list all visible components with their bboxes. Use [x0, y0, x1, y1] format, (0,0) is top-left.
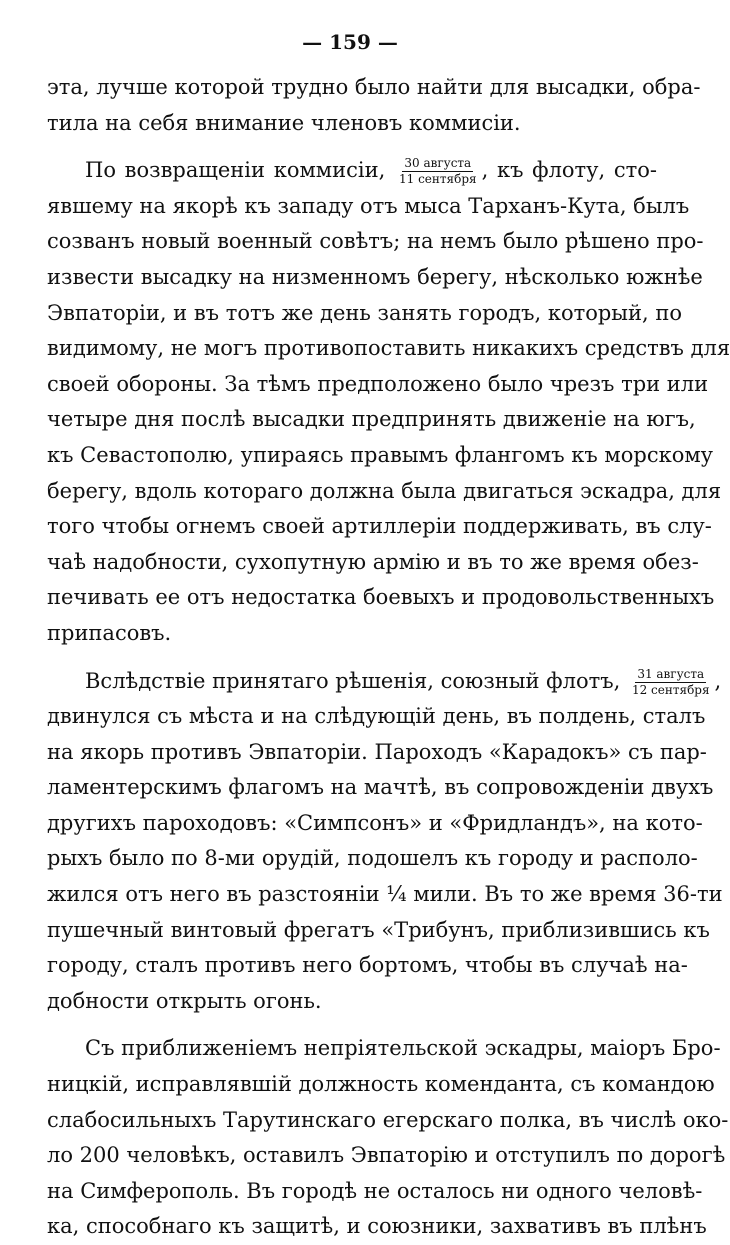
- text-line: созванъ новый военный совѣтъ; на немъ было рѣшено про-: [47, 229, 704, 254]
- text-line: тила на себя внимание членовъ коммисіи.: [47, 110, 521, 135]
- date-fraction: [397, 157, 479, 186]
- text-line: ка, способнаго къ защитѣ, и союзники, захвативъ въ плѣнъ: [47, 1214, 707, 1239]
- text-line: Эвпаторіи, и въ тотъ же день занять городъ, который, по: [47, 300, 682, 325]
- text-line: своей обороны. За тѣмъ предположено было чрезъ три или: [47, 371, 709, 396]
- text-line: Съ приближеніемъ непріятельской эскадры, маіоръ Бро-: [85, 1036, 721, 1061]
- line-text: Вслѣдствіе принятаго рѣшенія, союзный флотъ,: [85, 668, 621, 693]
- text-line: другихъ пароходовъ: «Симпсонъ» и «Фридландъ», на кото-: [47, 810, 703, 835]
- paragraph: [47, 664, 723, 1020]
- text-line: двинулся съ мѣста и на слѣдующій день, въ полдень, сталъ: [47, 704, 706, 729]
- text-line: берегу, вдоль котораго должна была двигаться эскадра, для: [47, 478, 722, 503]
- text-line: ницкій, исправлявшій должность коменданта, съ командою: [47, 1072, 715, 1097]
- text-line: пушечный винтовый фрегатъ «Трибунъ, приблизившись къ: [47, 917, 710, 942]
- text-line: извести высадку на низменномъ берегу, нѣсколько южнѣе: [47, 264, 703, 289]
- text-line: явшему на якорѣ къ западу отъ мыса Тарханъ-Кута, былъ: [47, 193, 690, 218]
- text-line: добности открыть огонь.: [47, 988, 322, 1013]
- date-fraction: [630, 668, 712, 697]
- text-line: чаѣ надобности, сухопутную армію и въ то же время обез-: [47, 549, 699, 574]
- paragraph: [47, 1031, 729, 1245]
- body-text: [47, 70, 730, 1245]
- text-line: жился отъ него въ разстояніи ¼ мили. Въ то же время 36-ти: [47, 882, 723, 907]
- paragraph: [47, 70, 701, 141]
- line-text: , къ флоту, сто-: [481, 158, 658, 183]
- text-line-with-date: [47, 664, 722, 700]
- date-old-style: 31 августа: [637, 666, 705, 681]
- text-line: того чтобы огнемъ своей артиллеріи поддерживать, въ слу-: [47, 514, 712, 539]
- page-number: — 159 —: [302, 30, 398, 54]
- date-old-style: 30 августа: [404, 156, 472, 171]
- paragraph: [47, 153, 730, 651]
- text-line: видимому, не могъ противопоставить никакихъ средствъ для: [47, 336, 730, 361]
- text-line: ло 200 человѣкъ, оставилъ Эвпаторію и отступилъ по дорогѣ: [47, 1143, 726, 1168]
- text-line: рыхъ было по 8-ми орудій, подошелъ къ городу и располо-: [47, 846, 698, 871]
- line-text: По возвращеніи коммисіи,: [85, 158, 386, 183]
- text-line: на якорь противъ Эвпаторіи. Пароходъ «Карадокъ» съ пар-: [47, 739, 707, 764]
- text-line: ламентерскимъ флагомъ на мачтѣ, въ сопровожденіи двухъ: [47, 775, 714, 800]
- line-text: ,: [714, 668, 722, 693]
- date-new-style: 12 сентября: [631, 682, 710, 697]
- text-line: припасовъ.: [47, 620, 172, 645]
- text-line: къ Севастополю, упираясь правымъ флангомъ къ морскому: [47, 442, 714, 467]
- date-new-style: 11 сентября: [399, 172, 477, 187]
- text-line: печивать ее отъ недостатка боевыхъ и продовольственныхъ: [47, 585, 715, 610]
- text-line: слабосильныхъ Тарутинскаго егерскаго полка, въ числѣ око-: [47, 1107, 729, 1132]
- text-line-with-date: [47, 153, 657, 189]
- text-line: четыре дня послѣ высадки предпринять движеніе на югъ,: [47, 407, 696, 432]
- text-line: на Симферополь. Въ городѣ не осталось ни одного человѣ-: [47, 1178, 703, 1203]
- text-line: городу, сталъ противъ него бортомъ, чтобы въ случаѣ на-: [47, 953, 688, 978]
- text-line: эта, лучше которой трудно было найти для высадки, обра-: [47, 75, 701, 99]
